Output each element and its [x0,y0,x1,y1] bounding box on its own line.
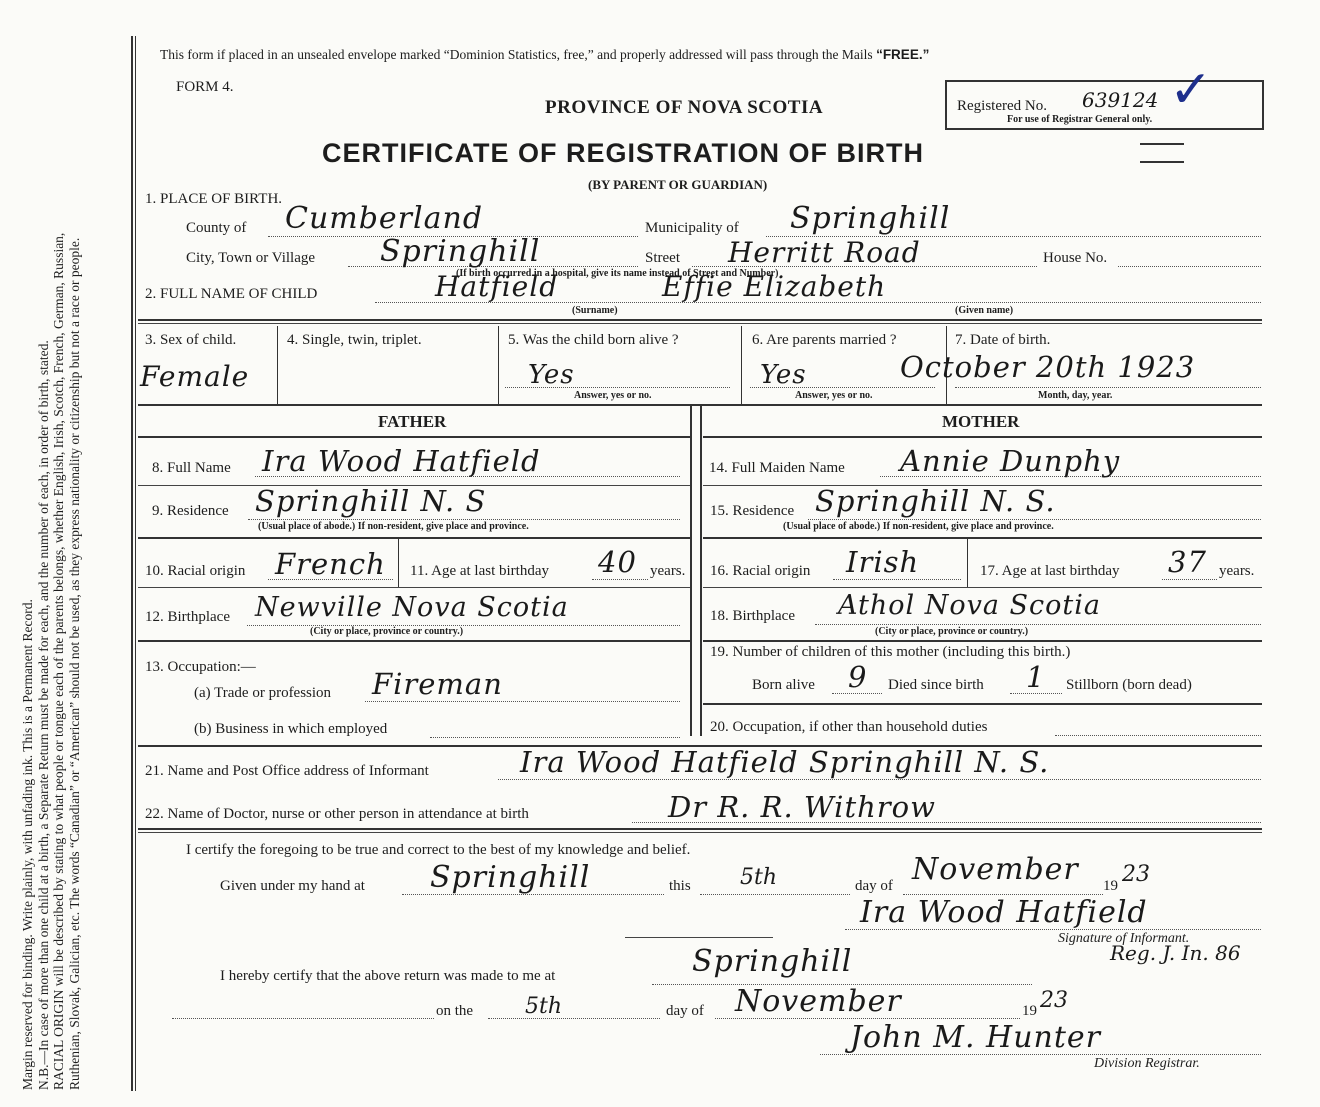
married-caption: Answer, yes or no. [795,390,873,401]
given-day-value: 5th [740,865,778,890]
sex-label: 3. Sex of child. [145,332,237,348]
registrar-on-label: on the [436,1003,474,1019]
father-occupation-label: 13. Occupation:— [145,659,256,675]
business-label: (b) Business in which employed [194,721,388,737]
father-name-label: 8. Full Name [152,460,231,476]
registrar-month-value: November [735,984,902,1019]
binding-line [131,36,133,1091]
father-age-value: 40 [598,545,637,579]
father-residence-note: (Usual place of abode.) If non-resident, give place and province. [258,521,529,532]
dob-caption: Month, day, year. [1038,390,1113,401]
mother-age-label: 17. Age at last birthday [980,563,1120,579]
born-alive-value: 9 [848,660,868,694]
this-label: this [669,878,691,894]
registrar-year-value: 23 [1040,988,1068,1013]
crossed-mark [1140,143,1184,163]
children-label: 19. Number of children of this mother (including this birth.) [710,644,1071,660]
registrar-statement: I hereby certify that the above return was made to me at [220,968,556,984]
father-birthplace-note: (City or place, province or country.) [310,626,464,637]
given-year-value: 23 [1122,862,1150,887]
trade-value: Fireman [372,667,503,701]
mother-age-value: 37 [1168,545,1207,579]
registered-value: 639124 [1082,88,1159,112]
informant-label: 21. Name and Post Office address of Informant [145,763,429,779]
registrar-note-value: Reg. J. In. 86 [1110,941,1241,965]
certify-statement: I certify the foregoing to be true and correct to the best of my knowledge and belief. [186,842,691,858]
registrar-place-value: Springhill [692,944,853,979]
certificate-title: CERTIFICATE OF REGISTRATION OF BIRTH [322,138,924,168]
registrar-year-prefix: 19 [1022,1003,1037,1019]
margin-notes [20,30,82,1090]
binding-line-inner [135,36,136,1091]
registrar-dayof-label: day of [666,1003,704,1019]
check-mark-icon: ✓ [1169,60,1213,120]
married-value: Yes [760,360,807,390]
father-birthplace-value: Newville Nova Scotia [255,592,569,623]
doctor-value: Dr R. R. Withrow [668,790,936,824]
father-years-label: years. [650,563,686,579]
married-label: 6. Are parents married ? [752,332,897,348]
mail-notice: This form if placed in an unsealed envelope marked “Dominion Statistics, free,” and properly addressed will pass through the Mails “FREE.” [160,47,930,62]
alive-value: Yes [528,360,575,390]
dob-value: October 20th 1923 [900,350,1196,384]
registered-label: Registered No. [957,98,1047,114]
child-surname-value: Hatfield [435,270,559,303]
county-label: County of [186,220,247,236]
mother-name-label: 14. Full Maiden Name [709,460,845,476]
registrar-signature: John M. Hunter [850,1020,1102,1055]
died-value: 1 [1026,660,1046,694]
signature-caption: Signature of Informant. [1058,931,1190,946]
sex-value: Female [140,360,250,393]
street-label: Street [645,250,680,266]
born-alive-label: Born alive [752,677,815,693]
given-place-value: Springhill [430,860,591,895]
registrar-day-value: 5th [525,994,563,1019]
division-registrar-caption: Division Registrar. [1094,1056,1200,1071]
margin-line-1: Margin reserved for binding. Write plainly, with unfading ink. This is a Permanent Record. [20,599,35,1090]
given-caption: (Given name) [955,305,1014,316]
place-of-birth-heading: 1. PLACE OF BIRTH. [145,191,283,207]
died-label: Died since birth [888,677,984,693]
form-number: FORM 4. [176,79,234,95]
given-under-label: Given under my hand at [220,878,365,894]
province-heading: PROVINCE OF NOVA SCOTIA [545,97,824,118]
informant-signature: Ira Wood Hatfield [860,895,1148,930]
alive-label: 5. Was the child born alive ? [508,332,679,348]
margin-line-2: N.B.—In case of more than one child at a birth, a Separate Return must be made for each, and the number of each, in order of birth, stated. [35,340,51,1090]
mother-name-value: Annie Dunphy [900,444,1121,478]
registered-box [945,60,1264,130]
father-racial-value: French [275,547,386,581]
mother-birthplace-value: Athol Nova Scotia [838,590,1102,621]
registrar-general-note: For use of Registrar General only. [1007,114,1153,125]
child-given-value: Effie Elizabeth [662,270,887,303]
dob-label: 7. Date of birth. [955,332,1051,348]
certificate-subtitle: (BY PARENT OR GUARDIAN) [588,177,768,192]
twin-label: 4. Single, twin, triplet. [287,332,422,348]
city-label: City, Town or Village [186,250,316,266]
father-heading: FATHER [378,412,447,431]
mother-birthplace-note: (City or place, province or country.) [875,626,1029,637]
trade-label: (a) Trade or profession [194,685,332,701]
mother-racial-value: Irish [846,545,920,579]
mother-residence-label: 15. Residence [710,503,795,519]
street-value: Herritt Road [728,236,921,269]
mother-residence-value: Springhill N. S. [815,484,1056,518]
house-number-label: House No. [1043,250,1108,266]
father-racial-label: 10. Racial origin [145,563,246,579]
stillborn-label: Stillborn (born dead) [1066,677,1192,693]
hospital-note: (If birth occurred in a hospital, give its name instead of Street and Number) [456,268,779,279]
father-name-value: Ira Wood Hatfield [262,444,541,478]
margin-line-3: RACIAL ORIGIN will be described by stating to what people or tongue each of the parents belongs, whether English, Irish, Scotch, French, German, Russian, [51,232,66,1090]
father-birthplace-label: 12. Birthplace [145,609,230,625]
given-year-prefix: 19 [1103,878,1118,894]
margin-line-4: Ruthenian, Slovak, Galician, etc. The words “Canadian” or “American” should not be used, as they express nationality or citizenship but not a race or people. [66,237,82,1090]
municipality-label: Municipality of [645,220,739,236]
county-value: Cumberland [285,201,484,236]
father-residence-label: 9. Residence [152,503,229,519]
city-value: Springhill [380,234,541,269]
mother-racial-label: 16. Racial origin [710,563,811,579]
mother-birthplace-label: 18. Birthplace [710,608,795,624]
given-month-value: November [912,852,1079,887]
father-residence-value: Springhill N. S [255,484,487,518]
given-dayof-label: day of [855,878,893,894]
mother-occupation-label: 20. Occupation, if other than household duties [710,719,988,735]
doctor-label: 22. Name of Doctor, nurse or other person in attendance at birth [145,806,529,822]
mother-residence-note: (Usual place of abode.) If non-resident, give place and province. [783,521,1054,532]
child-name-label: 2. FULL NAME OF CHILD [145,286,318,302]
father-age-label: 11. Age at last birthday [410,563,549,579]
surname-caption: (Surname) [572,305,618,316]
informant-value: Ira Wood Hatfield Springhill N. S. [520,745,1050,779]
alive-caption: Answer, yes or no. [574,390,652,401]
mother-years-label: years. [1219,563,1255,579]
municipality-value: Springhill [790,201,951,236]
mother-heading: MOTHER [942,412,1020,431]
